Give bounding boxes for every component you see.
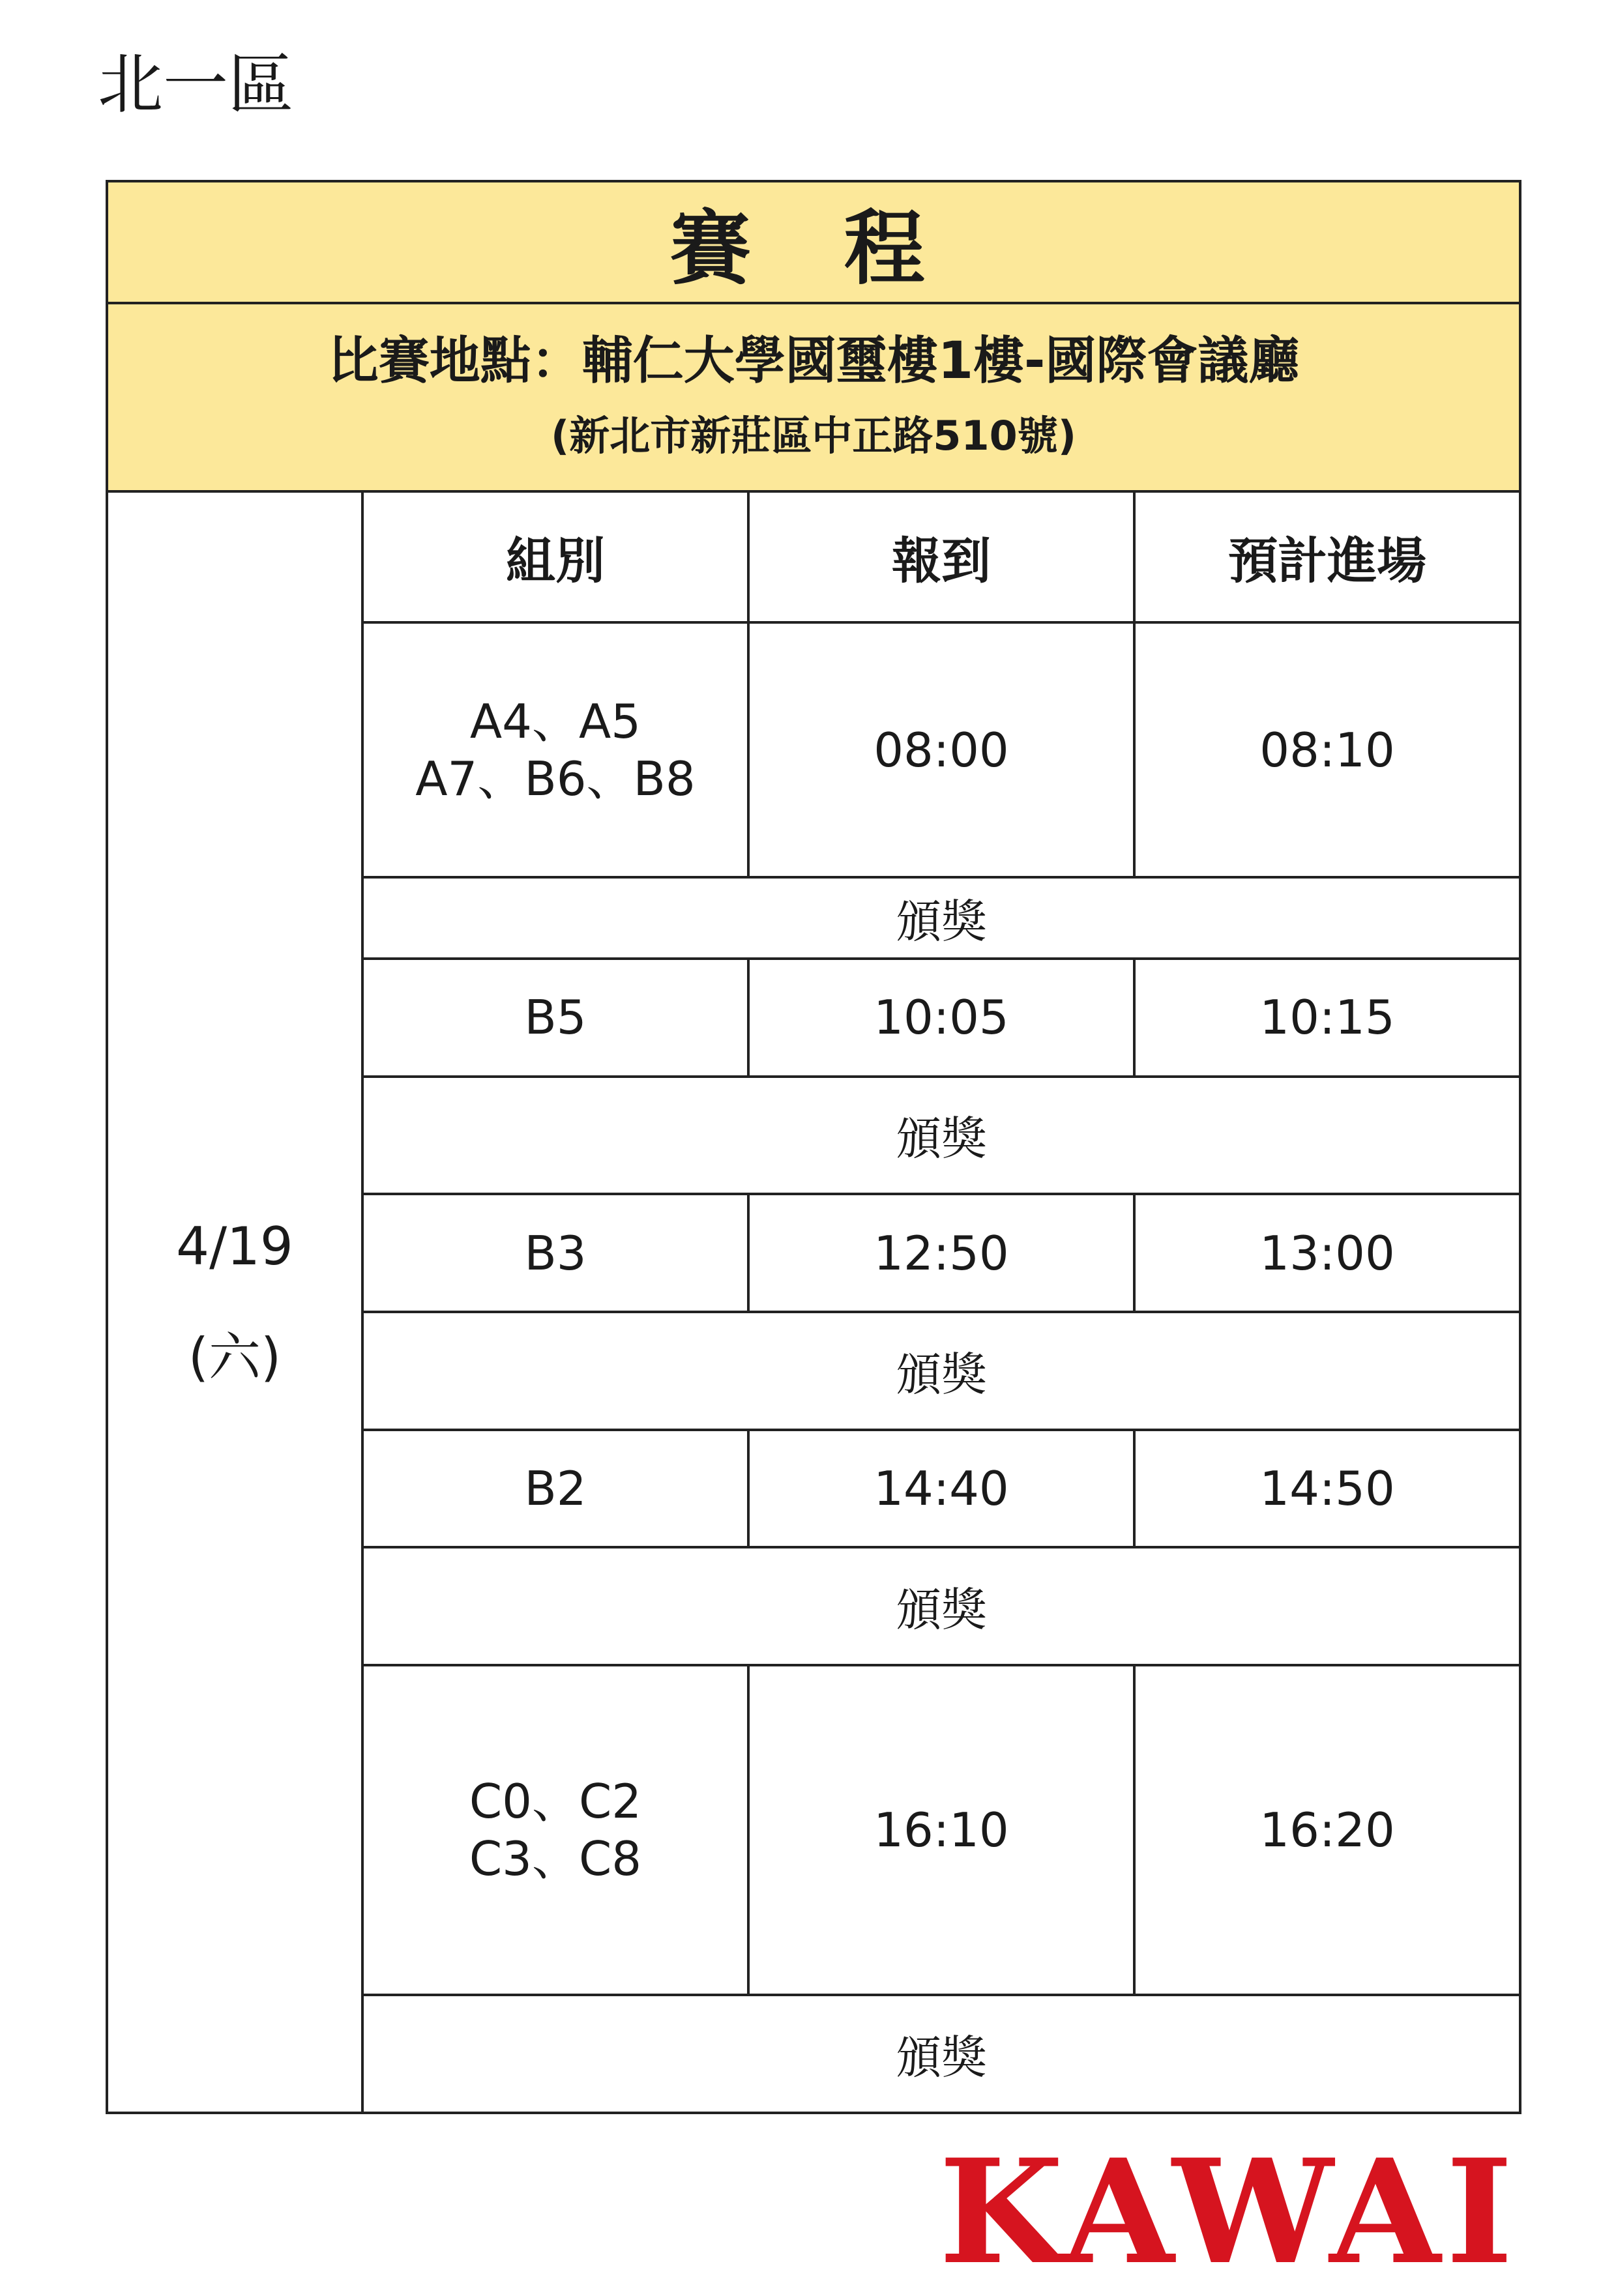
column-header-entry: 預計進場 xyxy=(1134,491,1520,622)
checkin-cell: 16:10 xyxy=(748,1665,1134,1995)
group-line: C0、C2 xyxy=(469,1774,642,1829)
date-cell xyxy=(107,491,362,2113)
column-header-row xyxy=(107,491,1520,622)
kawai-logo: KAWAI xyxy=(939,2127,1518,2296)
entry-cell: 08:10 xyxy=(1134,622,1520,878)
weekday-text: (六) xyxy=(188,1326,282,1388)
venue-text: 比賽地點：輔仁大學國璽樓1樓-國際會議廳 xyxy=(327,332,1300,391)
entry-cell: 16:20 xyxy=(1134,1665,1520,1995)
award-cell: 頒獎 xyxy=(362,1547,1520,1665)
checkin-cell: 14:40 xyxy=(748,1430,1134,1548)
schedule-title: 賽 程 xyxy=(107,181,1520,303)
region-title: 北一區 xyxy=(98,46,293,123)
schedule-table xyxy=(106,180,1521,2114)
schedule-title-row xyxy=(107,181,1520,303)
group-cell: B2 xyxy=(362,1430,748,1548)
date-text: 4/19 xyxy=(176,1215,293,1277)
checkin-cell: 08:00 xyxy=(748,622,1134,878)
checkin-cell: 10:05 xyxy=(748,959,1134,1077)
group-cell: B3 xyxy=(362,1194,748,1312)
group-line: A7、B6、B8 xyxy=(415,751,696,806)
venue-row xyxy=(107,303,1520,491)
group-line: A4、A5 xyxy=(469,693,641,749)
group-cell xyxy=(362,1665,748,1995)
column-header-group: 組別 xyxy=(362,491,748,622)
checkin-cell: 12:50 xyxy=(748,1194,1134,1312)
award-cell: 頒獎 xyxy=(362,1077,1520,1195)
group-cell: B5 xyxy=(362,959,748,1077)
venue-cell xyxy=(107,303,1520,491)
group-line: C3、C8 xyxy=(469,1831,642,1887)
column-header-checkin: 報到 xyxy=(748,491,1134,622)
group-cell xyxy=(362,622,748,878)
award-cell: 頒獎 xyxy=(362,1312,1520,1430)
entry-cell: 14:50 xyxy=(1134,1430,1520,1548)
award-cell: 頒獎 xyxy=(362,1995,1520,2113)
entry-cell: 10:15 xyxy=(1134,959,1520,1077)
address-text: (新北市新莊區中正路510號) xyxy=(550,412,1077,460)
award-cell: 頒獎 xyxy=(362,877,1520,959)
entry-cell: 13:00 xyxy=(1134,1194,1520,1312)
